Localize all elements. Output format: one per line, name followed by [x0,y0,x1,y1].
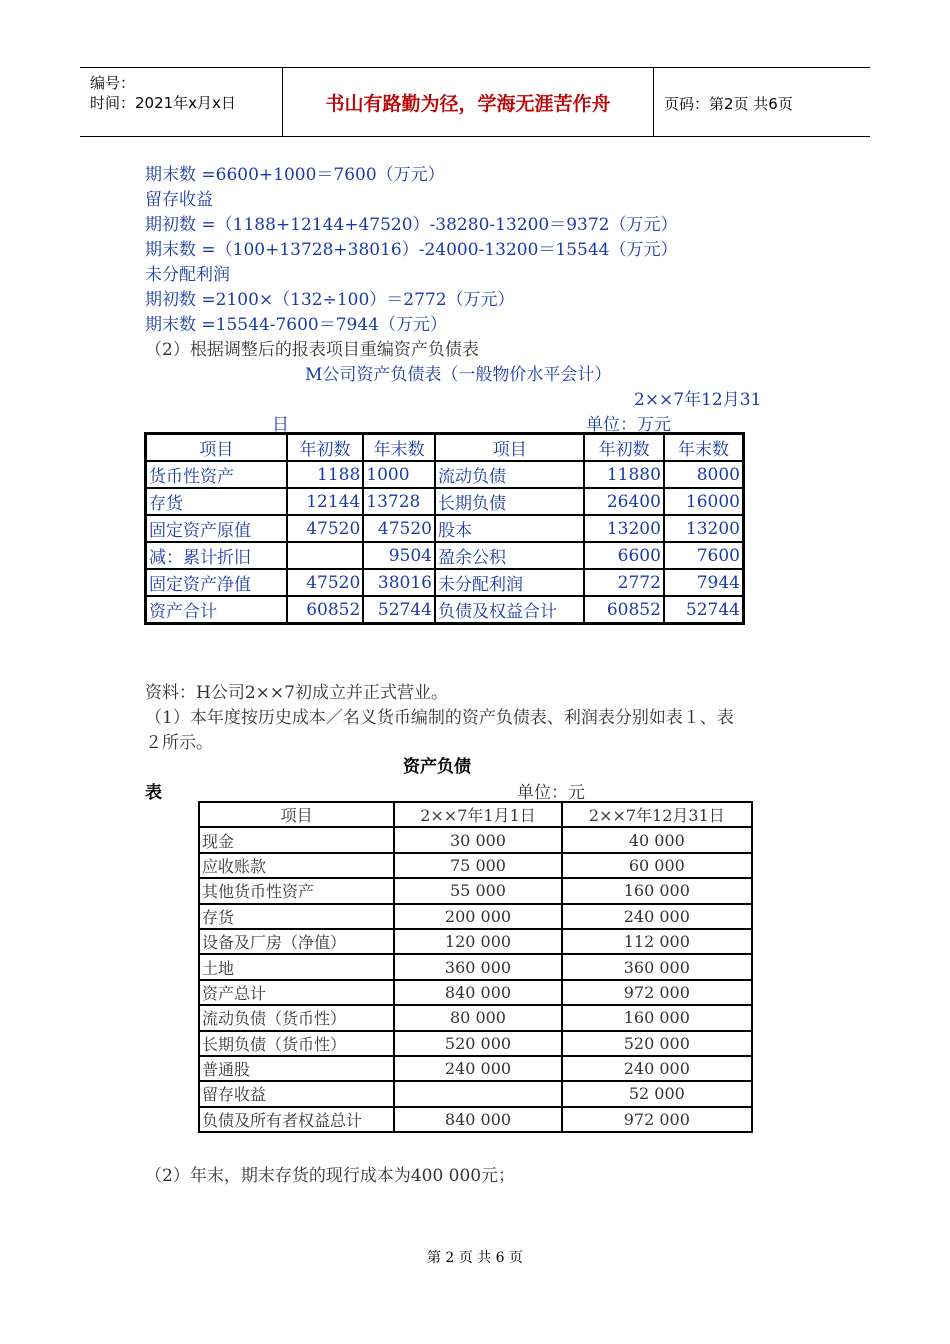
cell: 55 000 [394,878,561,903]
cell: 40 000 [562,827,752,852]
calc-line: 期初数 =（1188+12144+47520）-38280-13200＝9372（万元） [145,215,678,235]
material-line: （1）本年度按历史成本／名义货币编制的资产负债表、利润表分别如表１、表 [145,708,734,728]
table-row [199,929,752,954]
table-row [199,878,752,903]
cell: 47520 [287,569,364,596]
cell: 52744 [664,596,744,624]
cell: 200 000 [394,904,561,929]
h-table-title: 资产负债 [403,757,471,777]
cell: 长期负债 [435,488,584,515]
cell: 8000 [664,461,744,488]
cell: 9504 [363,542,435,569]
cell: 1000 [363,461,435,488]
cell: 11880 [584,461,664,488]
cell: 13200 [584,515,664,542]
table-row [146,515,744,542]
header-meta [80,68,283,136]
cell: 资产总计 [199,980,394,1005]
cell: 60 000 [562,853,752,878]
cell: 240 000 [394,1056,561,1081]
cell: 固定资产原值 [146,515,287,542]
cell: 120 000 [394,929,561,954]
header-cell: 项目 [435,434,584,462]
header-page-info: 页码：第2页 共6页 [664,95,793,113]
table-row [146,596,744,624]
cell: 负债及所有者权益总计 [199,1107,394,1132]
table-row [199,954,752,979]
header-cell: 年初数 [287,434,364,462]
table-row [199,1081,752,1106]
header-cell: 年末数 [363,434,435,462]
doc-number-label: 编号： [90,74,136,92]
cell: 13728 [363,488,435,515]
calc-line: 期末数 =15544-7600＝7944（万元） [145,315,447,335]
cell: 972 000 [562,980,752,1005]
cell: 固定资产净值 [146,569,287,596]
cell: 360 000 [394,954,561,979]
cell: 38016 [363,569,435,596]
cell: 现金 [199,827,394,852]
table-row [199,980,752,1005]
doc-date-label: 时间：2021年x月x日 [90,94,236,112]
m-table-date-suffix: 日 [272,415,289,435]
table-row [199,1056,752,1081]
table-row [199,853,752,878]
cell: 流动负债 [435,461,584,488]
table-row [146,569,744,596]
cell: 16000 [664,488,744,515]
cell [394,1081,561,1106]
header-cell: 项目 [199,802,394,827]
calc-line: 未分配利润 [145,265,230,285]
table-row [199,1107,752,1132]
table-row [146,542,744,569]
header-cell: 年末数 [664,434,744,462]
step2-text: （2）根据调整后的报表项目重编资产负债表 [145,340,479,360]
header-cell: 2××7年1月1日 [394,802,561,827]
cell: 30 000 [394,827,561,852]
calc-line: 留存收益 [145,190,213,210]
cell: 12144 [287,488,364,515]
m-table-title: M公司资产负债表（一般物价水平会计） [305,365,612,385]
cell: 840 000 [394,1107,561,1132]
cell: 160 000 [562,878,752,903]
step2b-text: （2）年末，期末存货的现行成本为400 000元； [145,1166,516,1186]
cell: 360 000 [562,954,752,979]
calc-line: 期末数 =（100+13728+38016）-24000-13200＝15544（万元） [145,240,678,260]
cell: 其他货币性资产 [199,878,394,903]
table-row [199,827,752,852]
cell: 土地 [199,954,394,979]
cell: 1188 [287,461,364,488]
cell: 减：累计折旧 [146,542,287,569]
table-row [146,461,744,488]
cell: 存货 [146,488,287,515]
header-cell: 项目 [146,434,287,462]
header-cell: 2××7年12月31日 [562,802,752,827]
cell [287,542,364,569]
cell: 长期负债（货币性） [199,1031,394,1056]
page-footer: 第 2 页 共 6 页 [426,1250,524,1266]
cell: 留存收益 [199,1081,394,1106]
cell: 52 000 [562,1081,752,1106]
cell: 普通股 [199,1056,394,1081]
cell: 47520 [287,515,364,542]
table-header-row [199,802,752,827]
table-row [199,1031,752,1056]
cell: 2772 [584,569,664,596]
calc-line: 期初数 =2100×（132÷100）＝2772（万元） [145,290,515,310]
calc-line: 期末数 =6600+1000＝7600（万元） [145,165,445,185]
cell: 60852 [584,596,664,624]
m-balance-sheet-table [144,432,745,625]
cell: 972 000 [562,1107,752,1132]
cell: 负债及权益合计 [435,596,584,624]
cell: 7944 [664,569,744,596]
cell: 520 000 [394,1031,561,1056]
table-row [199,1005,752,1030]
cell: 840 000 [394,980,561,1005]
cell: 80 000 [394,1005,561,1030]
table-row [199,904,752,929]
cell: 应收账款 [199,853,394,878]
m-table-unit: 单位：万元 [586,415,671,435]
cell: 240 000 [562,1056,752,1081]
cell: 设备及厂房（净值） [199,929,394,954]
cell: 13200 [664,515,744,542]
table-row [146,488,744,515]
h-balance-sheet-table [198,801,753,1133]
cell: 股本 [435,515,584,542]
cell: 货币性资产 [146,461,287,488]
material-line: ２所示。 [145,733,213,753]
cell: 7600 [664,542,744,569]
table-header-row [146,434,744,462]
cell: 47520 [363,515,435,542]
cell: 存货 [199,904,394,929]
cell: 112 000 [562,929,752,954]
cell: 流动负债（货币性） [199,1005,394,1030]
cell: 6600 [584,542,664,569]
cell: 盈余公积 [435,542,584,569]
h-table-unit: 单位：元 [517,783,585,803]
header-motto: 书山有路勤为径，学海无涯苦作舟 [283,68,654,136]
cell: 52744 [363,596,435,624]
cell: 160 000 [562,1005,752,1030]
cell: 60852 [287,596,364,624]
h-table-title-suffix: 表 [145,783,162,803]
header-cell: 年初数 [584,434,664,462]
cell: 资产合计 [146,596,287,624]
cell: 75 000 [394,853,561,878]
cell: 520 000 [562,1031,752,1056]
cell: 240 000 [562,904,752,929]
material-line: 资料：H公司2××7初成立并正式营业。 [145,683,448,703]
m-table-date: 2××7年12月31 [634,390,762,410]
cell: 26400 [584,488,664,515]
cell: 未分配利润 [435,569,584,596]
page-header [80,67,870,137]
